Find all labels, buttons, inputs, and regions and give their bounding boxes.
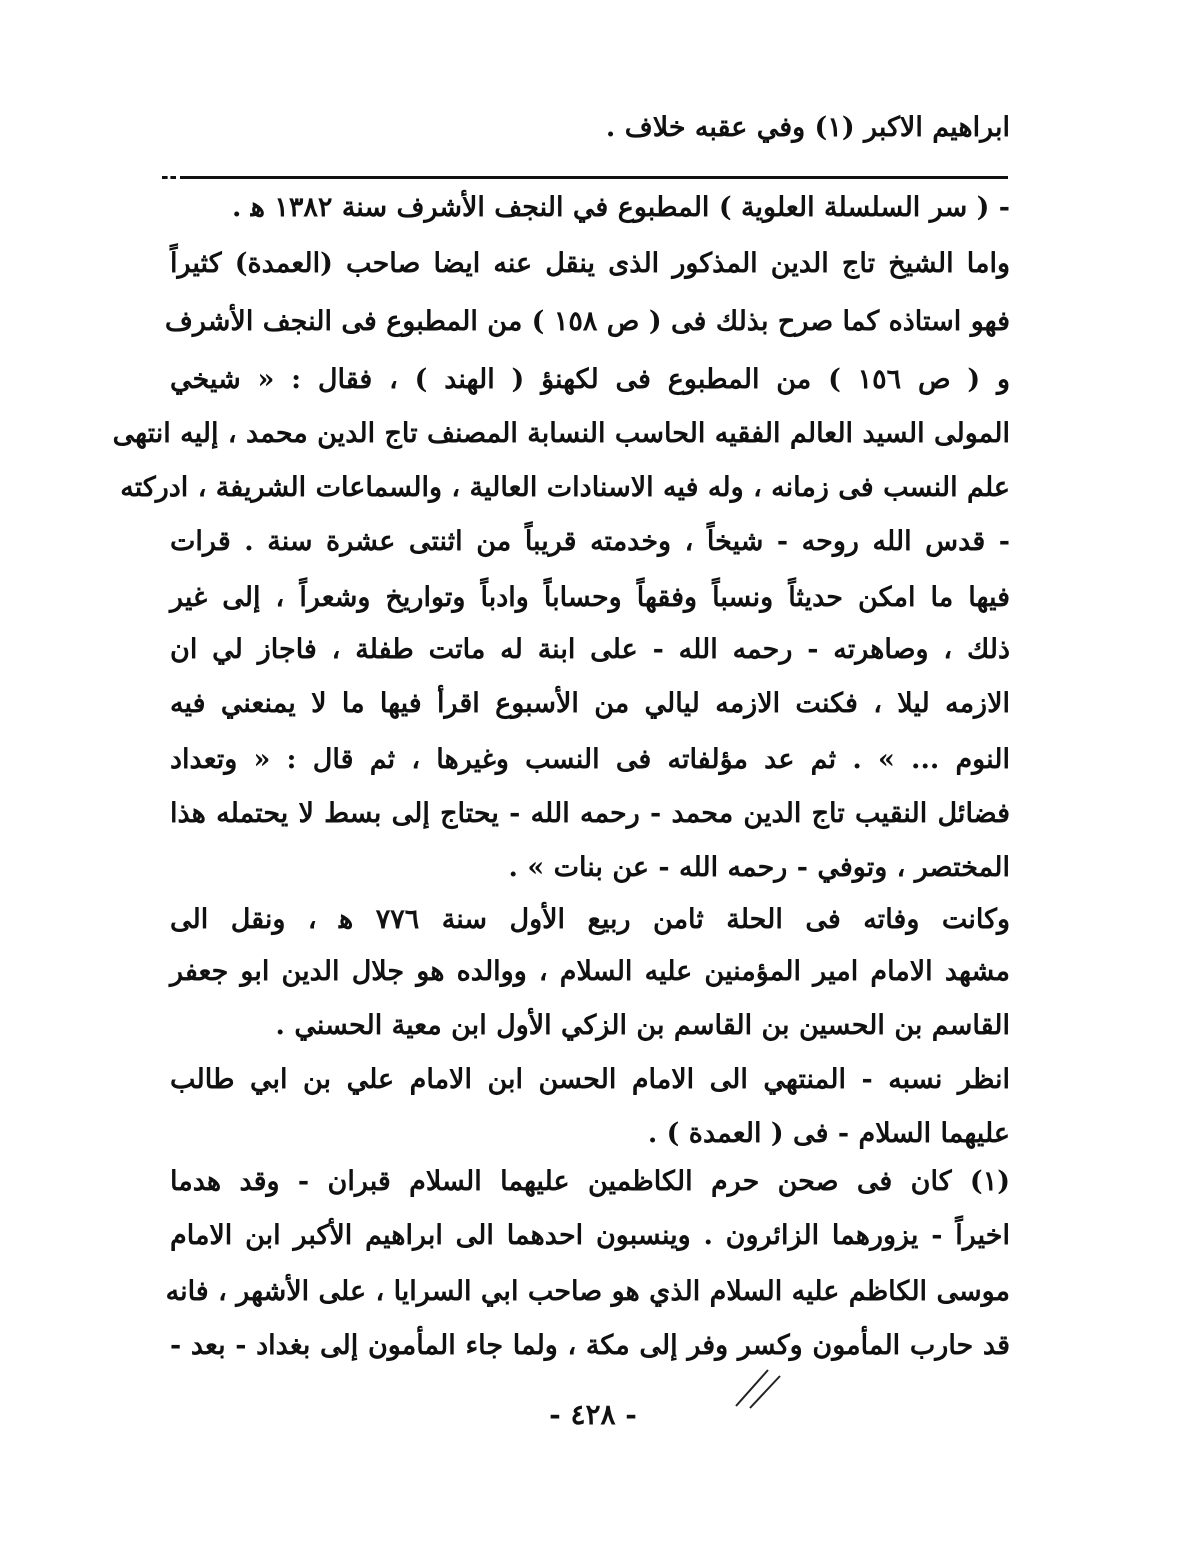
- footnote-line-2: اخيراً - يزورهما الزائرون . وينسبون احدهما الى ابراهيم الأكبر ابن الامام: [170, 1220, 1010, 1251]
- footnote-line-4: قد حارب المأمون وكسر وفر إلى مكة ، ولما جاء المأمون إلى بغداد - بعد -: [170, 1330, 1010, 1361]
- header-line: ابراهيم الاكبر (١) وفي عقبه خلاف .: [605, 112, 1010, 143]
- main-line-2: واما الشيخ تاج الدين المذكور الذى ينقل عنه ايضا صاحب (العمدة) كثيراً: [170, 248, 1010, 279]
- main-line-6: علم النسب فى زمانه ، وله فيه الاسنادات العالية ، والسماعات الشريفة ، ادركته: [120, 472, 1010, 503]
- main-line-5: المولى السيد العالم الفقيه الحاسب النسابة المصنف تاج الدين محمد ، إليه انتهى: [112, 418, 1010, 449]
- citation-line-1: انظر نسبه - المنتهي الى الامام الحسن ابن الامام علي بن ابي طالب: [170, 1064, 1010, 1095]
- citation-line-2: عليهما السلام - فى ( العمدة ) .: [647, 1118, 1010, 1149]
- main-line-14: وكانت وفاته فى الحلة ثامن ربيع الأول سنة ٧٧٦ ﻫ ، ونقل الى: [170, 904, 1010, 935]
- main-line-15: مشهد الامام امير المؤمنين عليه السلام ، ووالده هو جلال الدين ابو جعفر: [170, 956, 1010, 987]
- citation-text-block: [170, 1064, 1010, 1174]
- main-line-1: - ( سر السلسلة العلوية ) المطبوع في النجف الأشرف سنة ١٣٨٢ ﻫ .: [231, 192, 1010, 223]
- main-line-4: و ( ص ١٥٦ ) من المطبوع فى لكهنؤ ( الهند ) ، فقال : « شيخي: [170, 364, 1011, 395]
- main-line-7: - قدس الله روحه - شيخاً ، وخدمته قريباً من اثنتى عشرة سنة . قرات: [170, 526, 1010, 557]
- footnote-block: [165, 1166, 1010, 1386]
- page-number: - ٤٢٨ -: [549, 1398, 637, 1431]
- separator-rule: [180, 176, 1008, 179]
- footnote-line-3: موسى الكاظم عليه السلام الذي هو صاحب ابي السرايا ، على الأشهر ، فانه: [165, 1276, 1010, 1307]
- main-line-9: ذلك ، وصاهرته - رحمه الله - على ابنة له ماتت طفلة ، فاجاز لي ان: [170, 634, 1010, 665]
- main-line-13: المختصر ، وتوفي - رحمه الله - عن بنات » .: [508, 852, 1010, 883]
- main-line-12: فضائل النقيب تاج الدين محمد - رحمه الله - يحتاج إلى بسط لا يحتمله هذا: [170, 798, 1010, 829]
- main-line-11: النوم ... » . ثم عد مؤلفاته فى النسب وغيرها ، ثم قال : « وتعداد: [170, 744, 1010, 775]
- footnote-line-1: (١) كان فى صحن حرم الكاظمين عليهما السلام قبران - وقد هدما: [170, 1166, 1010, 1197]
- main-line-16: القاسم بن الحسين بن القاسم بن الزكي الأول ابن معية الحسني .: [275, 1010, 1010, 1041]
- main-line-3: فهو استاذه كما صرح بذلك فى ( ص ١٥٨ ) من المطبوع فى النجف الأشرف: [164, 306, 1010, 337]
- separator-dash: [162, 176, 176, 179]
- main-line-8: فيها ما امكن حديثاً ونسباً وفقهاً وحساباً وادباً وتواريخ وشعراً ، إلى غير: [170, 582, 1010, 613]
- header-text-block: [170, 112, 1010, 152]
- main-line-10: الازمه ليلا ، فكنت الازمه ليالي من الأسبوع اقرأ فيها ما لا يمنعني فيه: [170, 688, 1010, 719]
- main-text-block: [112, 192, 1011, 1072]
